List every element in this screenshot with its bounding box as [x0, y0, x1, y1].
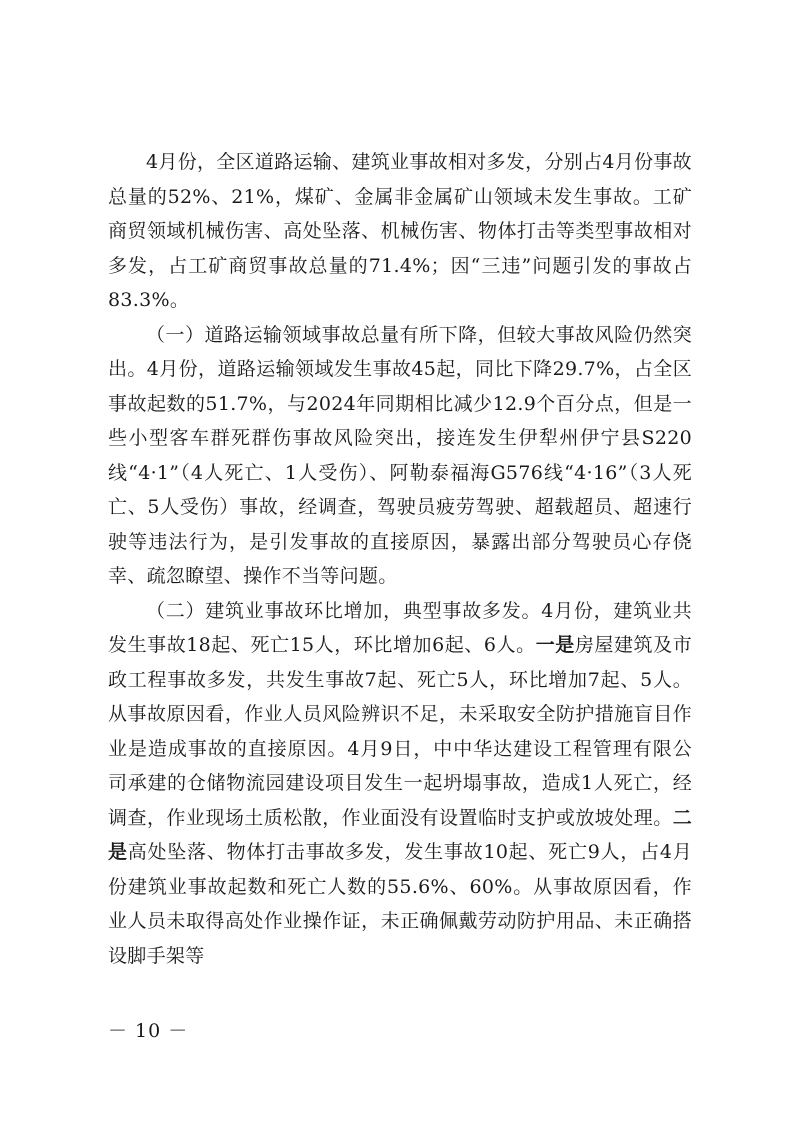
document-body: [108, 145, 692, 973]
bold-lead: 一是: [535, 634, 575, 656]
section-heading: （一）道路运输领域事故总量有所下降，但较大事故风险仍然突出。: [108, 323, 692, 380]
paragraph-text: 房屋建筑及市政工程事故多发，共发生事故7起、死亡5人，环比增加7起、5人。从事故原因看，作业人员风险辨识不足，未采取安全防护措施盲目作业是造成事故的直接原因。4月9日，中中华达建设工程管理有限公司承建的仓储物流园建设项目发生一起坍塌事故，造成1人死亡，经调查，作业现场土质松散，作业面没有设置临时支护或放坡处理。: [108, 634, 692, 829]
paragraph-text: 4月份，全区道路运输、建筑业事故相对多发，分别占4月份事故总量的52%、21%，煤矿、金属非金属矿山领域未发生事故。工矿商贸领域机械伤害、高处坠落、机械伤害、物体打击等类型事故相对多发，占工矿商贸事故总量的71.4%；因“三违”问题引发的事故占83.3%。: [108, 151, 692, 311]
paragraph: [108, 594, 692, 974]
paragraph-text: 4月份，建筑业共发生事故18起、死亡15人，环比增加6起、6人。: [108, 599, 692, 656]
paragraph-text: 高处坠落、物体打击事故多发，发生事故10起、死亡9人，占4月份建筑业事故起数和死亡人数的55.6%、60%。从事故原因看，作业人员未取得高处作业操作证，未正确佩戴劳动防护用品、未正确搭设脚手架等: [108, 841, 692, 967]
paragraph: [108, 318, 692, 594]
bold-lead: 二是: [108, 806, 692, 863]
paragraph-text: 4月份，道路运输领域发生事故45起，同比下降29.7%，占全区事故起数的51.7%，与2024年同期相比减少12.9个百分点，但是一些小型客车群死群伤事故风险突出，接连发生伊犁州伊宁县S220线“4·1”（4人死亡、1人受伤）、阿勒泰福海G576线“4·16”（3人死亡、5人受伤）事故，经调查，驾驶员疲劳驾驶、超载超员、超速行驶等违法行为，是引发事故的直接原因，暴露出部分驾驶员心存侥幸、疏忽瞭望、操作不当等问题。: [108, 358, 692, 587]
page-number: － 10 －: [108, 1020, 189, 1042]
paragraph: [108, 145, 692, 318]
section-heading: （二）建筑业事故环比增加，典型事故多发。: [146, 599, 542, 622]
